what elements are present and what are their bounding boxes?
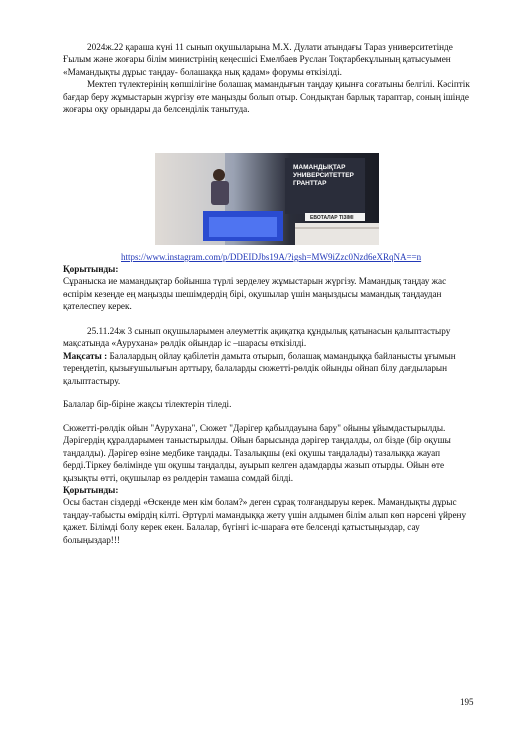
banner-line-3: ГРАНТТАР <box>293 180 327 187</box>
event-photo <box>155 153 379 245</box>
conclusion-text-2: Осы бастан сіздерді «Өскенде мен кім болам?» деген сұрақ толғандыруы керек. Мамандықты дұрыс таңдау-табысты өмірдің кілті. Әртүрлі мамандыққа жету үшін алдымен білім алып көп нәрсені үйрену қажет. Білімді болу керек екен. Балалар, бүгінгі іс-шараға өте белсенді қатыстыңыздар, сау болыңыздар!!! <box>63 497 467 545</box>
wishes-text: Балалар бір-біріне жақсы тілектерін тіледі. <box>63 399 232 409</box>
banner-label: ЕВОТАЛАР ТІЗІМІ <box>310 215 354 221</box>
conclusion-heading-2: Қорытынды: <box>63 485 119 496</box>
intro-text-2: Мектеп түлектерінің көпшілігіне болашақ мамандығын таңдау қиынға соғатыны белгілі. Кәсіптік бағдар беру жұмыстарын жүргізу өте маңызды болып отыр. Сондықтан барлық тараптар, соның ішінде жоғары оқу орындары да белсенділік танытуда. <box>63 79 470 115</box>
instagram-link[interactable]: https://www.instagram.com/p/DDEIDJbs19A/?igsh=MW9iZzc0Nzd6eXRqNA==n <box>121 252 422 262</box>
conclusion-text-1: Сұраныска ие мамандықтар бойынша түрлі зерделеу жұмыстарын жүргізу. Мамандық таңдау жас өспірім кезеңде ең маңызды шешімдердің бірі, оқушылар үшін маңыздысы мамандық таңдаудан қателеспеу керек. <box>63 276 447 312</box>
conclusion-block-1 <box>63 263 475 313</box>
page-number: 195 <box>460 697 474 707</box>
banner-line-2: УНИВЕРСИТЕТТЕР <box>293 172 354 179</box>
role-play-block <box>63 422 475 546</box>
role-play-text: Сюжетті-рөлдік ойын "Аурухана", Сюжет "Дәрігер қабылдауына бару" ойыны ұйымдастырылды. Дәрігердің құралдарымен таныстырылды. Ойын барысында дәрігер таңдалды, ол бізде (бір оқушы таңдалды). Дәрігер өзіне медбике таңдады. Тазалықшы (екі оқушы таңдалады) тазалыққа жауап берді.Тіркеу бөлімінде үш оқушы таңдалды, ауырып келген адамдарды жазып отырды. Ойын өте қызықты өтті, оқушылар өз рөлдерін тамаша сомдай білді. <box>63 423 451 483</box>
goal-text: Балалардың ойлау қабілетін дамыта отырып, болашақ мамандыққа байланысты ұғымын тереңдетіп, қызығушылығын арттыру, балаларды сюжетті-рөлдік ойынды ойнап білу дағдыларын қалыптастыру. <box>63 350 456 386</box>
banner-line-1: МАМАНДЫҚТАР <box>293 164 346 171</box>
lesson-intro: 25.11.24ж 3 сынып оқушыларымен әлеуметтік ақиқатқа құндылық қатынасын қалыптастыру мақсатында «Аурухана» рөлдік ойындар іс –шарасы өткізілді. <box>63 326 451 349</box>
paragraph-intro <box>63 41 475 115</box>
intro-text-1: 2024ж.22 қараша күні 11 сынып оқушыларына М.Х. Дулати атындағы Тараз университетінде Ғылым және жоғары білім министрінің кеңесшісі Емелбаев Руслан Тоқтарбекұлының қатысуымен «Мамандықты дұрыс таңдау- болашаққа нық қадам» форумы өткізілді. <box>63 42 453 77</box>
goal-label: Мақсаты : <box>63 350 110 361</box>
lesson-goal <box>63 350 475 387</box>
conclusion-heading-1: Қорытынды: <box>63 264 119 274</box>
lesson-block <box>63 325 475 387</box>
